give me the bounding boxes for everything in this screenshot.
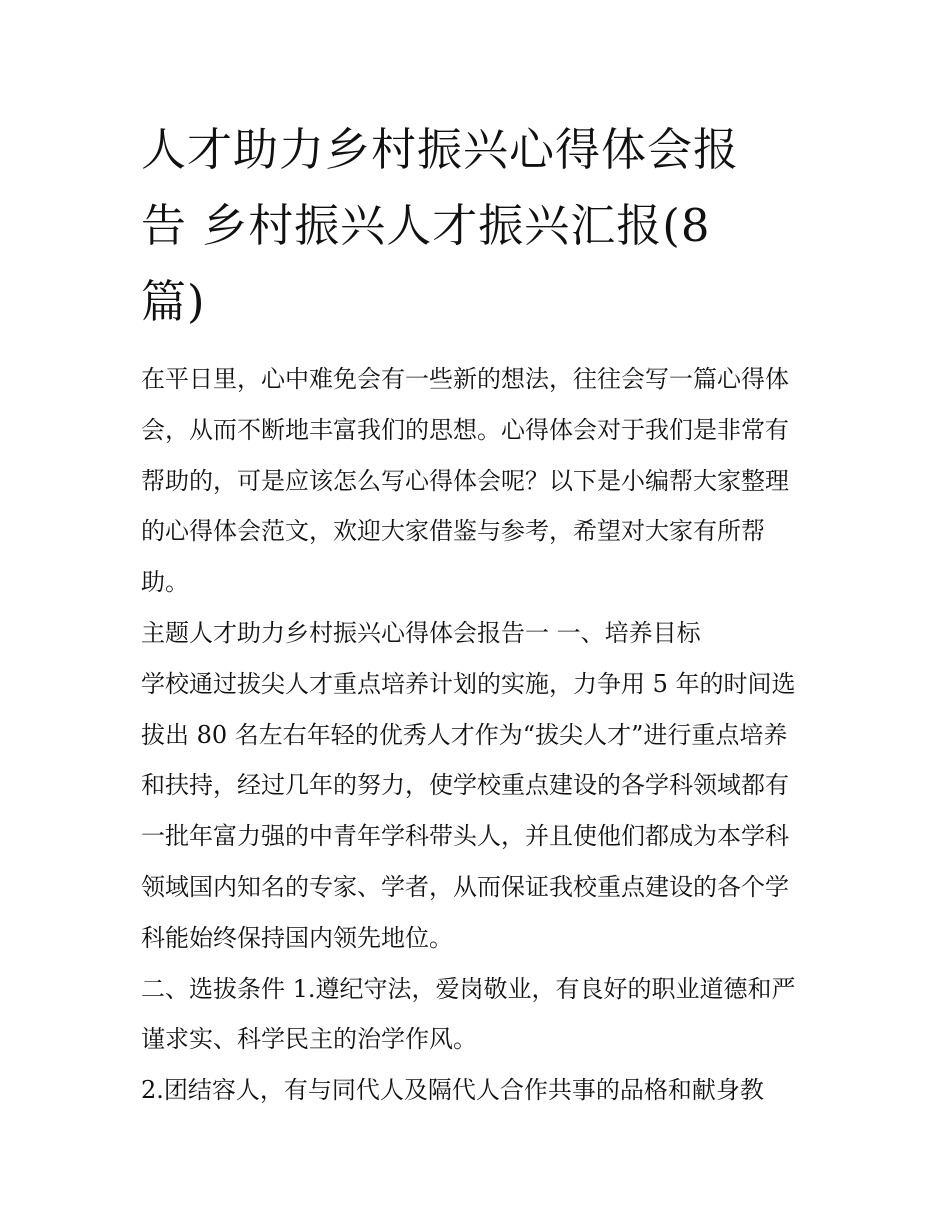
text-line: 一批年富力强的中青年学科带头人，并且使他们都成为本学科	[141, 822, 789, 851]
title-line: 篇)	[141, 275, 206, 328]
text-line: 助。	[141, 568, 189, 597]
document-title	[141, 112, 813, 340]
criteria-item-paragraph	[141, 1065, 813, 1116]
intro-paragraph	[141, 354, 813, 608]
text-line: 帮助的，可是应该怎么写心得体会呢？以下是小编帮大家整理	[141, 466, 789, 495]
section-heading-paragraph	[141, 608, 813, 659]
text-line: 在平日里，心中难免会有一些新的想法，往往会写一篇心得体	[141, 365, 789, 393]
title-line: 告 乡村振兴人才振兴汇报(8	[141, 199, 711, 252]
text-line: 学校通过拔尖人才重点培养计划的实施，力争用 5 年的时间选	[141, 669, 796, 698]
text-line: 和扶持，经过几年的努力，使学校重点建设的各学科领域都有	[141, 771, 789, 800]
text-line: 科能始终保持国内领先地位。	[141, 923, 453, 952]
text-line: 会，从而不断地丰富我们的思想。心得体会对于我们是非常有	[141, 415, 789, 444]
title-line: 人才助力乡村振兴心得体会报	[141, 123, 740, 176]
text-line: 主题人才助力乡村振兴心得体会报告一 一、培养目标	[141, 618, 701, 647]
text-line: 拔出 80 名左右年轻的优秀人才作为“拔尖人才”进行重点培养	[141, 720, 788, 749]
document-content	[141, 112, 813, 1116]
goal-paragraph	[141, 659, 813, 964]
text-line: 谨求实、科学民主的治学作风。	[141, 1025, 477, 1054]
text-line: 的心得体会范文，欢迎大家借鉴与参考，希望对大家有所帮	[141, 517, 765, 546]
text-line: 二、选拔条件 1.遵纪守法，爱岗敬业，有良好的职业道德和严	[141, 974, 796, 1003]
document-body	[141, 354, 813, 1116]
text-line: 2.团结容人，有与同代人及隔代人合作共事的品格和献身教	[141, 1076, 764, 1105]
criteria-paragraph	[141, 964, 813, 1066]
text-line: 领域国内知名的专家、学者，从而保证我校重点建设的各个学	[141, 872, 789, 901]
